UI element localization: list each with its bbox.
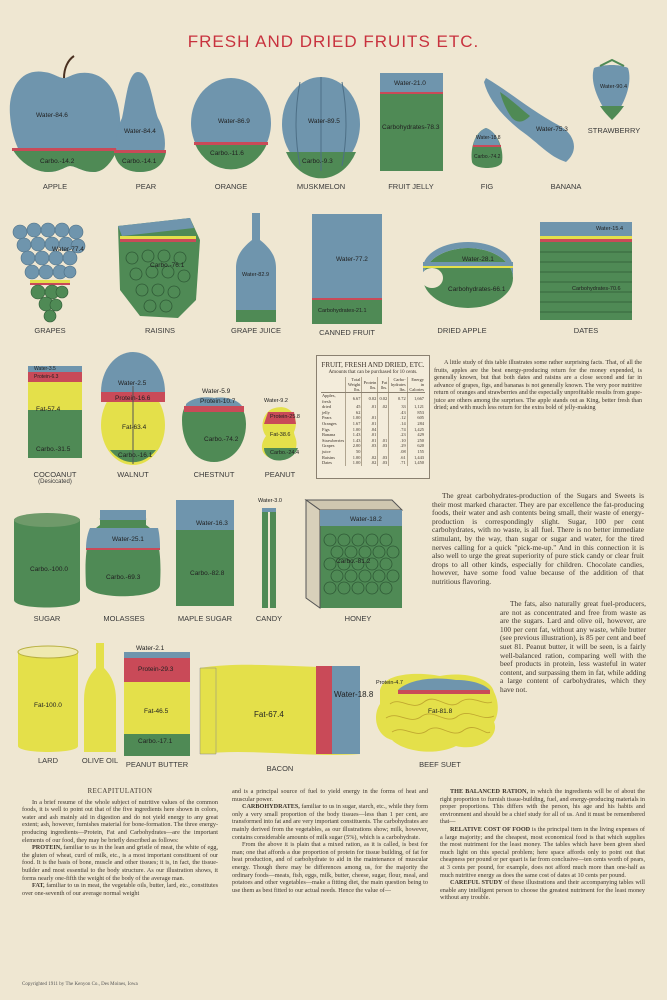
- label-canned-fruit: CANNED FRUIT: [319, 328, 375, 337]
- table-cell: 6.67: [346, 393, 362, 405]
- honey-water: Water-18.2: [350, 516, 382, 523]
- table-cell: .71: [389, 460, 408, 466]
- table-cell: 1.00: [346, 455, 362, 461]
- peanut-carbo: Carbo.-24.4: [270, 450, 300, 456]
- pb-protein: Protein-29.3: [138, 666, 174, 673]
- fruit-jelly-carbo: Carbohydrates-78.3: [382, 124, 440, 131]
- dried-apple-water: Water-28.1: [462, 256, 494, 263]
- label-raisins: RAISINS: [144, 326, 176, 335]
- molasses-carbo: Carbo.-69.3: [106, 574, 141, 581]
- table-cell: 1,121: [407, 404, 425, 410]
- table-cell: Figs: [322, 426, 330, 432]
- orange-carbo: Carbo.-11.6: [210, 150, 244, 157]
- mid-p2: From the above it is plain that a mixed ration, as it is called, is best for man; one that affords a due proportion of protein for tissue building, of fat for heat production, and of carbohydrate to aid in the maintenance of muscular energy. Though there may be differences among us, for the majority the ordinary foods—meats, fish, eggs, milk, butter, cheese, sugar, flour, meal, and potatoes and other vegetables—make a fitting diet, the main question being to use them as best fitted to our actual needs. Hence the value of—: [232, 841, 428, 894]
- label-cocoanut: [34, 470, 77, 485]
- label-strawberry: STRAWBERRY: [587, 126, 641, 135]
- label-fruit-jelly: FRUIT JELLY: [388, 182, 434, 191]
- table-cell: .01: [378, 438, 389, 444]
- careful-text: of these illustrations and their accompanying tables will enable any intelligent person to choose the greatest nutriment for the least money without any trouble.: [440, 879, 646, 902]
- mid-p0: and is a principal source of fuel to yield energy in the forms of heat and muscular power.: [232, 788, 428, 803]
- mid-p1: familiar to us in sugar, starch, etc., while they form only a very small proportion of the body tissues—less than 1 per cent, are transformed into fat and are very important constituents. The carbohydrates are mainly derived from the vegetables, as our illustrations show; milk, however, contains considerable amounts of milk sugar (5%), which is a carbohydrate.: [232, 803, 428, 841]
- table-cell: Grapes: [322, 443, 335, 449]
- lard-fat: Fat-100.0: [34, 702, 62, 709]
- table-cell: 1.00: [346, 415, 362, 421]
- table-cell: Banana: [322, 432, 336, 438]
- label-sugar: SUGAR: [33, 614, 61, 623]
- balanced-text: in which the ingredients will be of about the right proportion to furnish tissue-building, fuel, and energy-producing materials in proper proportions. This differs with the person, his age and his habits and environment and should be a chief study for all of us. And it must be remembered that—: [440, 788, 645, 826]
- table-header-cell: Carbo-hydrates lbs.: [389, 377, 408, 393]
- table-cell: 1,443: [407, 455, 425, 461]
- table-header-cell: Energy in Calories: [407, 377, 425, 393]
- walnut-water: Water-2.5: [118, 380, 147, 387]
- table-row: [321, 460, 425, 466]
- maple-sugar-carbo: Carbo.-82.8: [190, 570, 225, 577]
- careful-lead: CAREFUL STUDY: [450, 879, 503, 887]
- fruit-jelly-water: Water-21.0: [394, 80, 426, 87]
- table-body: [321, 393, 425, 466]
- label-apple: APPLE: [42, 182, 68, 191]
- label-grapes: GRAPES: [34, 326, 66, 335]
- relative-cost-lead: RELATIVE COST OF FOOD: [450, 825, 531, 833]
- fig-water: Water-18.8: [476, 135, 501, 141]
- recap-p3: familiar to us in meat, the vegetable oils, butter, lard, etc., constitutes over one-seventh of our average normal weight: [22, 882, 218, 897]
- label-banana: BANANA: [550, 182, 582, 191]
- table-cell: 1,450: [407, 460, 425, 466]
- table-note: [434, 360, 642, 415]
- table-cell: .12: [389, 415, 408, 421]
- chestnut-carbo: Carbo.-74.2: [204, 436, 239, 443]
- copyright: Copyrighted 1911 by The Kenyon Co., Des Moines, Iowa: [22, 982, 138, 987]
- middle-column: [232, 788, 428, 894]
- protein-lead: PROTEIN,: [32, 844, 62, 852]
- fat-lead: FAT,: [32, 882, 45, 890]
- table-cell: .01: [362, 421, 378, 427]
- right-column: [440, 788, 645, 902]
- table-cell: 1.43: [346, 432, 362, 438]
- label-walnut: WALNUT: [117, 470, 149, 479]
- table-cell: Dates: [322, 460, 332, 466]
- table-cell: 605: [407, 415, 425, 421]
- sugar-carbo: Carbo.-100.0: [30, 566, 68, 573]
- table-cell: .08: [389, 449, 408, 455]
- balanced-lead: THE BALANCED RATION,: [450, 788, 529, 795]
- table-cell: 620: [407, 443, 425, 449]
- table-cell: 1,667: [407, 393, 425, 405]
- cocoanut-carbo: Carbo.-31.5: [36, 446, 71, 453]
- table-cell: 0.02: [378, 393, 389, 405]
- muskmelon-carbo: Carbo.-9.3: [302, 158, 333, 165]
- raisins-carbo: Carbo.-76.1: [150, 262, 185, 269]
- label-beef-suet: BEEF SUET: [419, 760, 461, 769]
- label-orange: ORANGE: [214, 182, 248, 191]
- apple-carbo: Carbo.-14.2: [40, 158, 75, 165]
- table-header-row: [321, 377, 425, 393]
- recap-p2: familiar to us in the lean and gristle of meat, the white of egg, the gluten of wheat, curd of milk, etc., is a most important constituent of our food. It is the basis of bone, muscle and other tissues; it is, in fact, the tissue-builder and most essential to the body structure. As our illustration shows, it forms nearly one-fifth the weight of the body of the average man.: [22, 844, 218, 882]
- dried-apple-carbo: Carbohydrates-66.1: [448, 286, 506, 293]
- recap-p1: In a brief resume of the whole subject of nutritive values of the common foods, it is well to point out that of the five ingredients here shown in colors, water and ash mainly aid in digestion and do not yield energy to any great extent; ash, however, furnishes material for bone-formation. The three energy-producing ingredients—Protein, Fat and Carbohydrates—are the important elements of our food, they may be briefly described as follows:: [22, 798, 218, 844]
- table-cell: .01: [362, 415, 378, 421]
- table-cell: .04: [362, 427, 378, 433]
- table-cell: .43: [389, 410, 408, 416]
- table-cell: 853: [407, 410, 425, 416]
- dates-carbo: Carbohydrates-70.6: [572, 286, 621, 292]
- table-cell: 155: [407, 449, 425, 455]
- table-cell: 0.02: [362, 393, 378, 405]
- table-cell: .01: [362, 432, 378, 438]
- table-cell: .02: [362, 460, 378, 466]
- label-maple-sugar: MAPLE SUGAR: [177, 614, 233, 623]
- apple-water: Water-84.6: [36, 112, 68, 119]
- table-cell: 1.67: [346, 421, 362, 427]
- muskmelon-water: Water-89.5: [308, 118, 340, 125]
- label-lard: LARD: [37, 756, 59, 765]
- table-cell: .74: [389, 427, 408, 433]
- label-chestnut: CHESTNUT: [193, 470, 235, 479]
- table-cell: Strawberries: [322, 437, 345, 443]
- peanut-water: Water-9.2: [264, 398, 288, 404]
- pear-carbo: Carbo.-14.1: [122, 158, 157, 165]
- relative-cost-text: is the principal item in the living expenses of a large majority; and the cheapest, most economical food is that which supplies the most nutriment for the least money. The tables which have been given shed much light on this special problem; here space affords only to point out that cheapness per pound or per quart is far from conclusive—ten cents worth of pears, at 3 cents per pound, for example, does not afford much more than one-half as much nutritive energy as does the same cost of dates at 10 cents per pound.: [440, 825, 645, 879]
- candy-water: Water-3.0: [258, 498, 282, 504]
- table-cell: 0.72: [389, 393, 408, 405]
- table-cell: .29: [389, 443, 408, 449]
- table-header-cell: Protein lbs.: [362, 377, 378, 393]
- table-cell: Raisins: [322, 454, 335, 460]
- label-bacon: BACON: [266, 764, 294, 773]
- table-cell: .01: [362, 438, 378, 444]
- label-cocoanut-sub: (Desiccated): [38, 479, 72, 485]
- fig-carbo: Carbo.-74.2: [474, 154, 501, 160]
- recap-heading: RECAPITULATION: [87, 788, 153, 795]
- table-cell: .03: [378, 460, 389, 466]
- page-title: FRESH AND DRIED FRUITS ETC.: [187, 32, 480, 51]
- table-cell: 1.00: [346, 460, 362, 466]
- table-cell: .03: [378, 455, 389, 461]
- recapitulation: [22, 788, 218, 897]
- table-cell: .03: [362, 443, 378, 449]
- cocoanut-fat: Fat-57.4: [36, 406, 61, 413]
- table-cell: 62: [346, 410, 362, 416]
- cocoanut-protein: Protein-6.3: [34, 374, 59, 380]
- purchase-table: [316, 355, 430, 479]
- fats-text: [500, 600, 646, 697]
- table-header-cell: Fat lbs.: [378, 377, 389, 393]
- table-cell: 1.43: [346, 438, 362, 444]
- sugars-paragraph: The great carbohydrates-production of the Sugars and Sweets is their most marked character. They are par excellence the fat-producing foods, their water and ash contents being small, their waste of energy-production is correspondingly slight. Sugar, 100 per cent carbohydrates, with no waste, is all fuel. There is no better immediate stimulant, by the way, than sugar or sugar and water, for the tired nerves calling for a quick "pick-me-up." And in this connection it is also well to urge the great superiority of pure stick candy or clear fruit drops to all other kinds, especially for children. Chocolate candies, however, have some food value because of the addition of that nutritious flavoring.: [432, 491, 644, 586]
- sugar-fat-text: [432, 492, 644, 589]
- suet-protein: Protein-4.7: [376, 680, 403, 686]
- label-dried-apple: DRIED APPLE: [437, 326, 487, 335]
- molasses-water: Water-25.1: [112, 536, 144, 543]
- bacon-water: Water-18.8: [334, 690, 374, 699]
- table-subtitle: Amounts that can be purchased for 10 cents.: [328, 370, 418, 375]
- label-candy: CANDY: [255, 614, 283, 623]
- table-cell: 250: [407, 438, 425, 444]
- label-fig: FIG: [480, 182, 494, 191]
- table-cell: jelly: [322, 409, 330, 415]
- label-honey: HONEY: [344, 614, 372, 623]
- table-cell: 429: [407, 432, 425, 438]
- peanut-protein: Protein-25.8: [270, 414, 300, 420]
- maple-sugar-water: Water-16.3: [196, 520, 228, 527]
- suet-fat: Fat-81.8: [428, 708, 453, 715]
- label-molasses: MOLASSES: [103, 614, 145, 623]
- label-cocoanut-name: COCOANUT: [33, 470, 77, 479]
- bacon-fat: Fat-67.4: [254, 710, 284, 719]
- table-cell: .10: [389, 438, 408, 444]
- table-cell: 50: [346, 449, 362, 455]
- honey-carbo: Carbo.-81.2: [336, 558, 371, 565]
- pear-figure: [114, 72, 166, 172]
- orange-water: Water-86.9: [218, 118, 250, 125]
- table-cell: 1.00: [346, 427, 362, 433]
- grape-juice-water: Water-82.9: [242, 272, 270, 278]
- table-header-cell: [321, 377, 346, 393]
- label-dates: DATES: [573, 326, 599, 335]
- canned-fruit-water: Water-77.2: [336, 256, 368, 263]
- grapes-water: Water-77.4: [52, 246, 84, 253]
- table-cell: .23: [389, 432, 408, 438]
- table-cell: .61: [389, 455, 408, 461]
- table-row: [321, 393, 425, 405]
- chestnut-protein: Protein-10.7: [200, 398, 236, 405]
- peanut-fat: Fat-38.6: [270, 432, 291, 438]
- table-header-cell: Total Weight lbs.: [346, 377, 362, 393]
- walnut-protein: Protein-16.6: [115, 395, 151, 402]
- pb-fat: Fat-46.5: [144, 708, 169, 715]
- chestnut-water: Water-5.9: [202, 388, 231, 395]
- label-muskmelon: MUSKMELON: [296, 182, 346, 191]
- pb-water: Water-2.1: [136, 645, 165, 652]
- table-cell: .02: [378, 404, 389, 410]
- table-cell: Apples, fresh: [322, 393, 336, 404]
- banana-water: Water-75.3: [536, 126, 568, 133]
- table-cell: 1,425: [407, 427, 425, 433]
- fats-paragraph: The fats, also naturally great fuel-producers, are not as concentrated and free from waste as are the sugars. Lard and olive oil, however, are 100 per cent fat, without any waste, while butter (see previous illustration), is 85 per cent and beef suet 81. Peanut butter, it will be seen, is a fairly well-balanced ration, comparing well with the beef products in protein, less wasteful in water content, and surpassing them in fat, while adding a large content of carbohydrates, which they have not.: [500, 599, 646, 694]
- cocoanut-water: Water-3.5: [34, 366, 56, 372]
- table-cell: .03: [378, 443, 389, 449]
- table-cell: .01: [362, 404, 378, 410]
- table-cell: juice: [322, 448, 331, 454]
- dates-figure: [540, 222, 632, 320]
- dates-water: Water-15.4: [596, 226, 624, 232]
- table-cell: 45: [346, 404, 362, 410]
- walnut-carbo: Carbo.-16.1: [118, 452, 153, 459]
- table-cell: dried: [322, 404, 332, 410]
- table-cell: 284: [407, 421, 425, 427]
- table-cell: Oranges: [322, 420, 337, 426]
- carb-lead: CARBOHYDRATES,: [242, 803, 300, 811]
- table-title: FRUIT, FRESH AND DRIED, ETC.: [321, 361, 425, 369]
- canned-fruit-carbo: Carbohydrates-21.1: [318, 308, 367, 314]
- table-cell: .14: [389, 421, 408, 427]
- pb-carbo: Carbo.-17.1: [138, 738, 173, 745]
- table-note-text: A little study of this table illustrates some rather surprising facts. That, of all the fruits, apples are the best energy-producing return for the money expended, is generally known, but that both dates and raisins are a close second and far in advance of grapes, figs, and bananas is not generally known. The very poor nutritive return of oranges and strawberries and the especially unprofitable results from grape-juice are others among the surprises. The apple stands out as King, better fresh than dried; and with much less return for the extra bold of jelly-making: [434, 360, 642, 411]
- walnut-fat: Fat-63.4: [122, 424, 147, 431]
- label-olive-oil: OLIVE OIL: [81, 756, 119, 765]
- strawberry-water: Water-90.4: [600, 84, 628, 90]
- table-cell: 2.00: [346, 443, 362, 449]
- label-peanut-butter: PEANUT BUTTER: [125, 760, 189, 769]
- label-grape-juice: GRAPE JUICE: [230, 326, 282, 335]
- table-cell: Pears: [322, 415, 332, 421]
- table-cell: 33: [389, 404, 408, 410]
- label-pear: PEAR: [135, 182, 157, 191]
- label-peanut: PEANUT: [264, 470, 296, 479]
- table-cell: .02: [362, 455, 378, 461]
- pear-water: Water-84.4: [124, 128, 156, 135]
